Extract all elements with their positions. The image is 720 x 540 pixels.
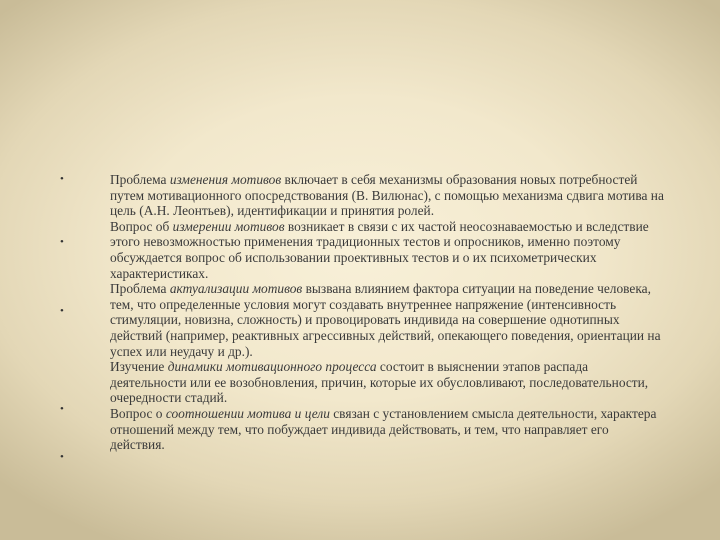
paragraph-body: вызвана влиянием фактора ситуации на поведение человека, тем, что определенные условия могут создавать внутреннее напряжение (интенсивность стимуляции, новизна, сложность) и провоцировать индивида на совершение однотипных действий (например, реактивных агрессивных действий, опекающего поведения, ориентации на успех или неудачу и др.). bbox=[110, 281, 661, 359]
paragraph-motive-measurement bbox=[110, 219, 666, 281]
paragraph-body: связан с установлением смысла деятельности, характера отношений между тем, что побуждает индивида действовать, и тем, что направляет его действия. bbox=[110, 405, 657, 453]
paragraph-motive-goal-relation bbox=[110, 406, 666, 453]
paragraph-lead: Вопрос о bbox=[110, 405, 166, 421]
paragraph-lead: Проблема bbox=[110, 281, 170, 297]
paragraph-motivation-dynamics bbox=[110, 359, 666, 406]
bullet-icon: • bbox=[60, 451, 64, 463]
paragraph-body: включает в себя механизмы образования новых потребностей путем мотивационного опосредствования (В. Вилюнас), с помощью механизма сдвига мотива на цель (А.Н. Леонтьев), идентификации и принятия ролей. bbox=[110, 172, 664, 219]
slide-body-text bbox=[110, 172, 666, 453]
paragraph-emphasis: актуализации мотивов bbox=[169, 281, 303, 297]
paragraph-emphasis: соотношении мотива и цели bbox=[165, 405, 330, 421]
paragraph-motive-change bbox=[110, 172, 666, 219]
paragraph-emphasis: динамики мотивационного процесса bbox=[167, 359, 377, 375]
paragraph-emphasis: изменения мотивов bbox=[169, 172, 282, 187]
paragraph-emphasis: измерении мотивов bbox=[172, 218, 285, 234]
bullet-icon: • bbox=[60, 173, 64, 185]
paragraph-lead: Проблема bbox=[110, 172, 170, 187]
bullet-icon: • bbox=[60, 236, 64, 248]
paragraph-lead: Изучение bbox=[110, 359, 168, 375]
bullet-icon: • bbox=[60, 305, 64, 317]
paragraph-motive-actualization bbox=[110, 281, 666, 359]
paragraph-body: возникает в связи с их частой неосознаваемостью и вследствие этого невозможностью применения традиционных тестов и опросников, именно поэтому обсуждается вопрос об использовании проективных тестов и о их психометрических характеристиках. bbox=[110, 218, 649, 281]
bullet-icon: • bbox=[60, 403, 64, 415]
paragraph-lead: Вопрос об bbox=[110, 218, 173, 234]
paragraph-body: состоит в выяснении этапов распада деятельности или ее возобновления, причин, которые их обусловливают, последовательности, очередности стадий. bbox=[110, 359, 649, 406]
